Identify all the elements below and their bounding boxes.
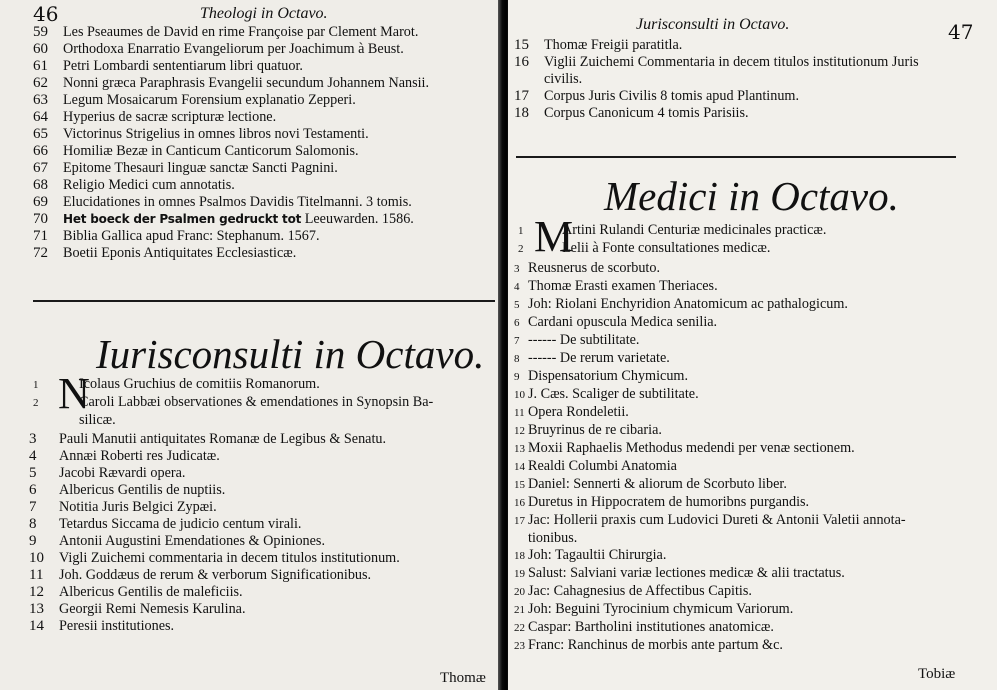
entry-row: [514, 88, 919, 105]
entry-number: 18: [514, 105, 529, 121]
entry-number: 22: [514, 622, 525, 634]
entry-number: 2: [518, 243, 524, 255]
entry-number: 68: [33, 177, 48, 193]
entry-row: [514, 54, 919, 71]
entry-row: [514, 547, 906, 565]
entry-row: [514, 637, 906, 655]
entry-text: Peresii institutiones.: [59, 618, 175, 634]
entry-number: 16: [514, 497, 525, 509]
law-list: [29, 431, 400, 635]
drop-cap: N: [58, 369, 90, 418]
entry-row: [514, 440, 906, 458]
theology-list: [33, 24, 429, 262]
entry-row: [29, 550, 400, 567]
entry-number: 67: [33, 160, 48, 176]
entry-text: Religio Medici cum annotatis.: [63, 177, 235, 193]
entry-text: Realdi Columbi Anatomia: [528, 458, 677, 474]
entry-text: Nonni græca Paraphrasis Evangelii secundum Johannem Nansii.: [63, 75, 430, 91]
entry-number: 3: [29, 431, 37, 447]
entry-text: Hyperius de sacræ scripturæ lectione.: [63, 109, 277, 125]
entry-text: Pauli Manutii antiquitates Romanæ de Legibus & Senatu.: [59, 431, 387, 447]
entry-number: 4: [514, 281, 520, 293]
entry-text: Joh: Riolani Enchyridion Anatomicum ac pathalogicum.: [528, 296, 848, 312]
entry-bold-title: Het boeck der Psalmen gedruckt tot: [63, 212, 302, 226]
entry-row: [33, 394, 433, 412]
entry-text: Duretus in Hippocratem de humoribns purgandis.: [528, 494, 810, 510]
entry-row: [33, 194, 429, 211]
entry-text: silicæ.: [79, 412, 116, 428]
entry-row: [33, 228, 429, 245]
section-rule: [33, 300, 495, 302]
entry-number: 19: [514, 568, 525, 580]
entry-text: Moxii Raphaelis Methodus medendi per venæ sectionem.: [528, 440, 855, 456]
entry-row: [33, 126, 429, 143]
entry-number: 18: [514, 550, 525, 562]
entry-row: [514, 512, 906, 530]
entry-text: Dispensatorium Chymicum.: [528, 368, 688, 384]
entry-text: Jac: Cahagnesius de Affectibus Capitis.: [528, 583, 752, 599]
entry-text: Joh. Goddæus de rerum & verborum Significationibus.: [59, 567, 372, 583]
entry-row: [514, 386, 906, 404]
entry-number: 72: [33, 245, 48, 261]
entry-number: 4: [29, 448, 37, 464]
entry-text: civilis.: [544, 71, 583, 87]
entry-row: [514, 296, 906, 314]
law-first-entries: [33, 376, 433, 429]
running-head: Theologi in Octavo.: [200, 5, 328, 22]
entry-text: Franc: Ranchinus de morbis ante partum &c.: [528, 637, 783, 653]
entry-text: Icolaus Gruchius de comitiis Romanorum.: [79, 376, 320, 392]
entry-text: ------ De rerum varietate.: [528, 350, 670, 366]
entry-text: Jac: Hollerii praxis cum Ludovici Dureti & Antonii Valetii annota-: [528, 512, 906, 528]
entry-number: 13: [514, 443, 525, 455]
entry-row: [514, 458, 906, 476]
entry-number: 6: [514, 317, 520, 329]
entry-row: [33, 24, 429, 41]
entry-row: [29, 448, 400, 465]
entry-number: 3: [514, 263, 520, 275]
entry-row: [33, 177, 429, 194]
entry-text: Thomæ Freigii paratitla.: [544, 37, 683, 53]
medici-first-entries: [518, 222, 826, 258]
entry-row: [514, 37, 919, 54]
entry-number: 11: [514, 407, 525, 419]
entry-number: 10: [29, 550, 44, 566]
entry-text: Caspar: Bartholini institutiones anatomicæ.: [528, 619, 774, 635]
entry-text: Corpus Canonicum 4 tomis Parisiis.: [544, 105, 749, 121]
drop-cap: M: [534, 212, 574, 261]
entry-number: 10: [514, 389, 525, 401]
entry-number: 62: [33, 75, 48, 91]
entry-number: 5: [29, 465, 37, 481]
entry-text: Epitome Thesauri linguæ sanctæ Sancti Pagnini.: [63, 160, 338, 176]
entry-row: [514, 494, 906, 512]
entry-number: 15: [514, 479, 525, 491]
entry-number: 70: [33, 211, 48, 227]
entry-number: 14: [514, 461, 525, 473]
entry-number: 2: [33, 397, 39, 409]
entry-number: 12: [514, 425, 525, 437]
entry-number: 1: [33, 379, 39, 391]
entry-number: 60: [33, 41, 48, 57]
entry-text: Daniel: Sennerti & aliorum de Scorbuto liber.: [528, 476, 787, 492]
entry-text: Antonii Augustini Emendationes & Opiniones.: [59, 533, 326, 549]
entry-text: Vigli Zuichemi commentaria in decem titulos institutionum.: [59, 550, 400, 566]
entry-row: [514, 350, 906, 368]
entry-row: [514, 583, 906, 601]
section-rule: [516, 156, 956, 158]
entry-number: 14: [29, 618, 44, 634]
medici-list: [514, 260, 906, 655]
section-title: Medici in Octavo.: [604, 173, 899, 219]
entry-row: [514, 314, 906, 332]
entry-text: Corpus Juris Civilis 8 tomis apud Plantinum.: [544, 88, 800, 104]
running-head: Jurisconsulti in Octavo.: [636, 16, 790, 33]
entry-number: 17: [514, 88, 529, 104]
entry-text: Biblia Gallica apud Franc: Stephanum. 1567.: [63, 228, 320, 244]
entry-row: [514, 105, 919, 122]
entry-text: Notitia Juris Belgici Zypæi.: [59, 499, 217, 515]
entry-row: [518, 222, 826, 240]
entry-text: Petri Lombardi sententiarum libri quatuor.: [63, 58, 303, 74]
entry-number: 5: [514, 299, 520, 311]
entry-row: [33, 412, 433, 429]
entry-row: [29, 567, 400, 584]
entry-number: 15: [514, 37, 529, 53]
entry-row: [33, 92, 429, 109]
entry-row: [514, 332, 906, 350]
entry-number: 8: [514, 353, 520, 365]
entry-text: Reusnerus de scorbuto.: [528, 260, 660, 276]
entry-row: [514, 422, 906, 440]
entry-number: 64: [33, 109, 48, 125]
entry-number: 12: [29, 584, 44, 600]
entry-text: Georgii Remi Nemesis Karulina.: [59, 601, 246, 617]
entry-row: [514, 601, 906, 619]
entry-number: 21: [514, 604, 525, 616]
entry-number: 8: [29, 516, 37, 532]
entry-row: [29, 499, 400, 516]
entry-text: Boetii Eponis Antiquitates Ecclesiasticæ.: [63, 245, 297, 261]
entry-number: 61: [33, 58, 48, 74]
entry-row: [33, 58, 429, 75]
entry-text: Albericus Gentilis de nuptiis.: [59, 482, 226, 498]
entry-row: [33, 109, 429, 126]
entry-text: J. Cæs. Scaliger de subtilitate.: [528, 386, 699, 402]
entry-text: Homiliæ Bezæ in Canticum Canticorum Salomonis.: [63, 143, 359, 159]
page-number: 47: [948, 20, 974, 44]
entry-row: [29, 482, 400, 499]
entry-number: 13: [29, 601, 44, 617]
entry-row: [33, 211, 429, 228]
entry-row: [29, 533, 400, 550]
entry-number: 20: [514, 586, 525, 598]
entry-text: Caroli Labbæi observationes & emendationes in Synopsin Ba-: [79, 394, 434, 410]
entry-text: Cardani opuscula Medica senilia.: [528, 314, 718, 330]
entry-row: [514, 404, 906, 422]
entry-number: 1: [518, 225, 524, 237]
entry-number: 59: [33, 24, 48, 40]
entry-text: Thomæ Erasti examen Theriaces.: [528, 278, 718, 294]
entry-row: [514, 368, 906, 386]
entry-text: Artini Rulandi Centuriæ medicinales practicæ.: [562, 222, 827, 238]
entry-text: Legum Mosaicarum Forensium explanatio Zepperi.: [63, 92, 356, 108]
entry-row: [518, 240, 826, 258]
entry-text: Jacobi Rævardi opera.: [59, 465, 186, 481]
entry-row: [514, 565, 906, 583]
entry-row: [33, 245, 429, 262]
entry-number: 23: [514, 640, 525, 652]
entry-number: 16: [514, 54, 529, 70]
entry-row: [33, 376, 433, 394]
entry-text: Opera Rondeletii.: [528, 404, 629, 420]
entry-number: 69: [33, 194, 48, 210]
entry-text: Viglii Zuichemi Commentaria in decem titulos institutionum Juris: [544, 54, 919, 70]
law-list-continued: [514, 37, 919, 122]
catchword: Thomæ: [440, 670, 486, 686]
entry-row: [514, 278, 906, 296]
entry-text: Bruyrinus de re cibaria.: [528, 422, 662, 438]
section-title: Iurisconsulti in Octavo.: [96, 331, 485, 377]
entry-row: [514, 476, 906, 494]
page-number: 46: [33, 2, 59, 26]
entry-number: 9: [29, 533, 37, 549]
entry-row: [29, 431, 400, 448]
entry-number: 6: [29, 482, 37, 498]
entry-text: Annæi Roberti res Judicatæ.: [59, 448, 220, 464]
entry-text: Joh: Tagaultii Chirurgia.: [528, 547, 667, 563]
entry-number: 71: [33, 228, 48, 244]
right-page: [508, 0, 997, 690]
entry-row: [29, 618, 400, 635]
entry-number: 7: [514, 335, 520, 347]
entry-text: Elucidationes in omnes Psalmos Davidis Titelmanni. 3 tomis.: [63, 194, 412, 210]
entry-row: [514, 71, 919, 88]
entry-row: [33, 41, 429, 58]
entry-text: Leeuwarden. 1586.: [301, 211, 414, 227]
entry-text: tionibus.: [528, 530, 578, 546]
entry-text: Les Pseaumes de David en rime Françoise par Clement Marot.: [63, 24, 419, 40]
entry-row: [33, 75, 429, 92]
entry-number: 66: [33, 143, 48, 159]
entry-text: Salust: Salviani variæ lectiones medicæ & alii tractatus.: [528, 565, 845, 581]
entry-text: Albericus Gentilis de maleficiis.: [59, 584, 243, 600]
entry-row: [29, 584, 400, 601]
entry-text: Joh: Beguini Tyrocinium chymicum Variorum.: [528, 601, 794, 617]
entry-row: [514, 619, 906, 637]
entry-number: 9: [514, 371, 520, 383]
entry-text: Lelii à Fonte consultationes medicæ.: [562, 240, 771, 256]
entry-number: 11: [29, 567, 44, 583]
entry-text: Tetardus Siccama de judicio centum virali.: [59, 516, 302, 532]
entry-row: [514, 530, 906, 547]
entry-row: [514, 260, 906, 278]
entry-text: Orthodoxa Enarratio Evangeliorum per Joachimum à Beust.: [63, 41, 404, 57]
entry-row: [33, 143, 429, 160]
entry-number: 17: [514, 515, 525, 527]
entry-row: [29, 465, 400, 482]
entry-text: Victorinus Strigelius in omnes libros novi Testamenti.: [63, 126, 369, 142]
entry-row: [29, 516, 400, 533]
entry-text: ------ De subtilitate.: [528, 332, 640, 348]
entry-number: 7: [29, 499, 37, 515]
entry-row: [29, 601, 400, 618]
entry-number: 65: [33, 126, 48, 142]
catchword: Tobiæ: [918, 666, 956, 682]
entry-row: [33, 160, 429, 177]
entry-number: 63: [33, 92, 48, 108]
